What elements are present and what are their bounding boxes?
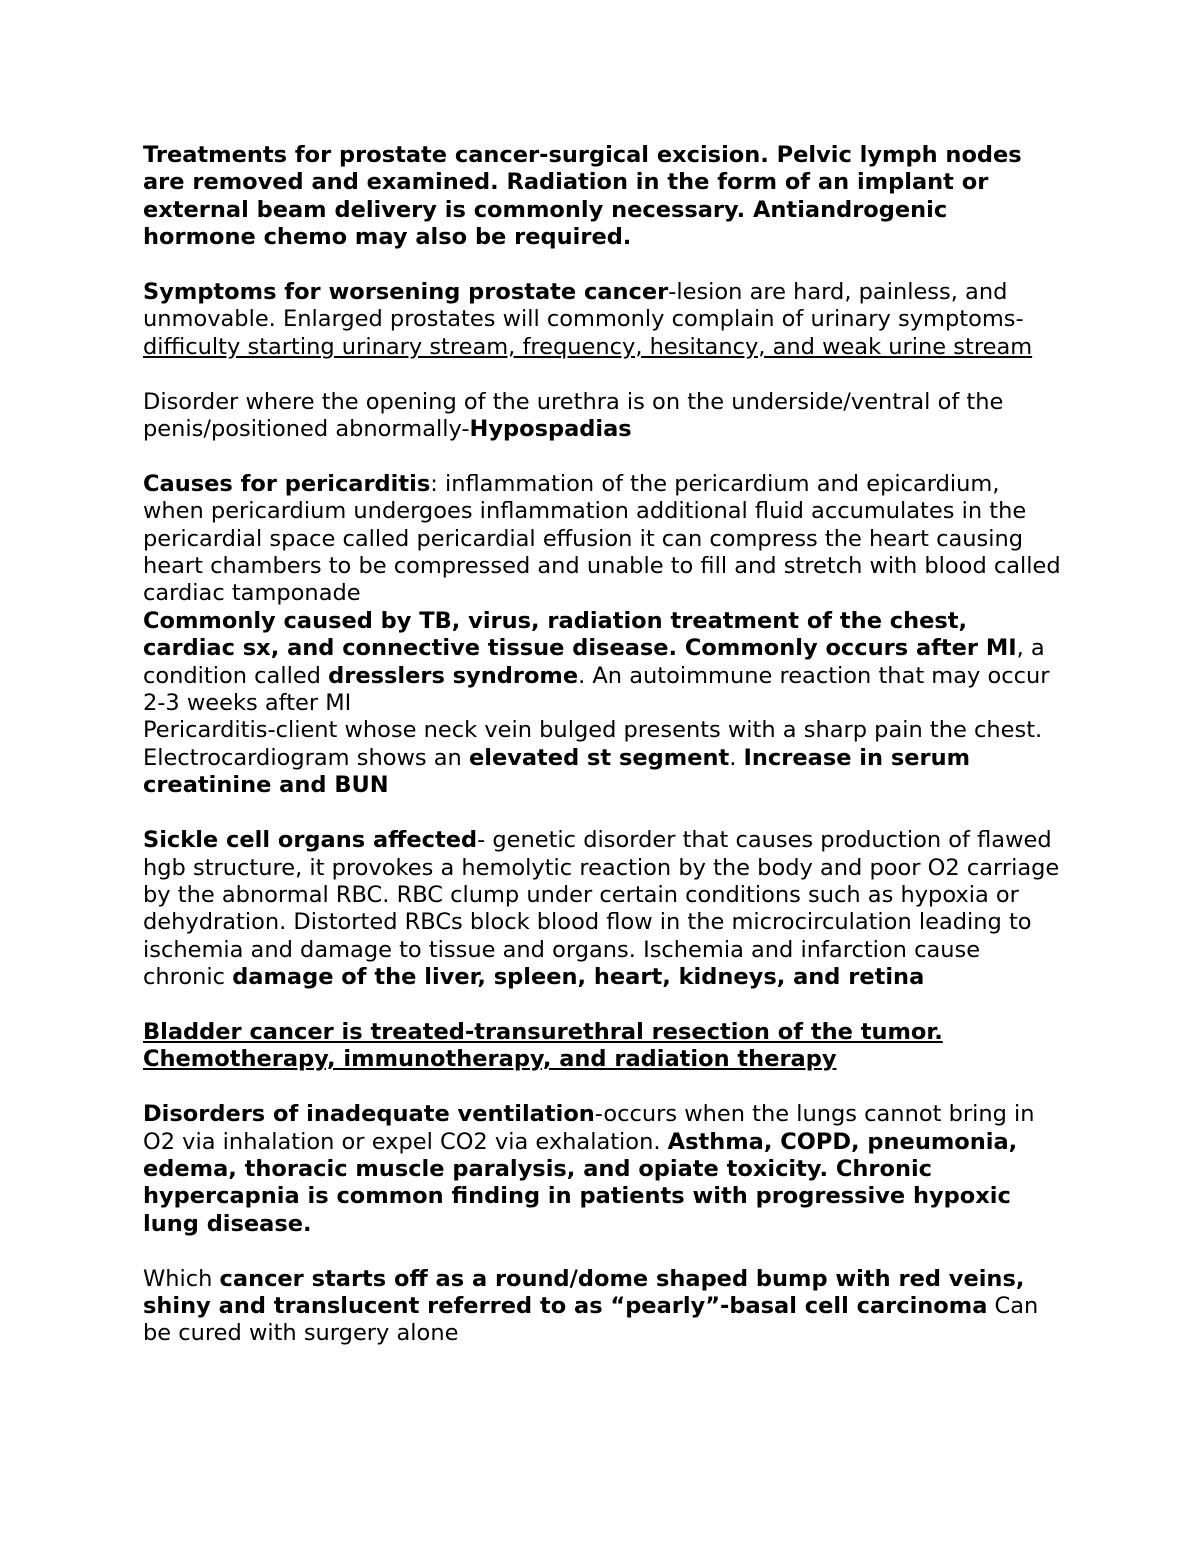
text-run: cancer starts off as a round/dome shaped bump with red veins, shiny and translucent referred to as “pearly”-basal cell carcinoma <box>143 1265 1025 1319</box>
paragraph-sickle-cell <box>143 827 1063 991</box>
paragraph-bladder-cancer <box>143 1019 1063 1074</box>
paragraph-pericarditis-causes <box>143 471 1063 608</box>
text-run: Treatments for prostate cancer-surgical excision. Pelvic lymph nodes are removed and examined. Radiation in the form of an implant or external beam delivery is commonly necessary. Antiandrogenic hormone chemo may also be required. <box>143 142 1022 251</box>
paragraph-inadequate-ventilation <box>143 1101 1063 1238</box>
paragraph-prostate-symptoms <box>143 279 1063 361</box>
text-run: Hypospadias <box>469 416 632 443</box>
text-run: dresslers syndrome <box>328 662 579 689</box>
text-run: Sickle cell organs affected <box>143 827 478 854</box>
text-run: Pericarditis-client whose neck vein bulged presents with a sharp pain the chest. Electrocardiogram shows an <box>143 717 1043 771</box>
paragraph-hypospadias <box>143 389 1063 444</box>
text-run: Asthma, COPD, pneumonia, edema, thoracic muscle paralysis, and opiate toxicity. Chronic hypercapnia is common finding in patients with progressive hypoxic lung disease. <box>143 1128 1018 1237</box>
text-run: elevated st segment <box>468 744 730 771</box>
text-run: - genetic disorder that causes production of flawed hgb structure, it provokes a hemolytic reaction by the body and poor O2 carriage by the abnormal RBC. RBC clump under certain conditions such as hypoxia or dehydration. Distorted RBCs block blood flow in the microcirculation leading to ischemia and damage to tissue and organs. Ischemia and infarction cause chronic <box>143 827 1060 991</box>
text-run: Causes for pericarditis <box>143 470 431 497</box>
paragraph-basal-cell <box>143 1266 1063 1348</box>
text-run: Commonly caused by TB, virus, radiation treatment of the chest, cardiac sx, and connective tissue disease. Commonly occurs after MI <box>143 607 1017 662</box>
document-body <box>143 142 1063 1375</box>
text-run: Disorders of inadequate ventilation <box>143 1101 595 1128</box>
paragraph-pericarditis-common <box>143 608 1063 718</box>
text-run: , a condition called <box>143 635 1045 689</box>
text-run: Increase in serum creatinine and BUN <box>143 744 971 799</box>
text-run: -lesion are hard, painless, and unmovable. Enlarged prostates will commonly complain of urinary symptoms- <box>143 279 1024 333</box>
text-run: Bladder cancer is treated-transurethral resection of the tumor. Chemotherapy, immunotherapy, and radiation therapy <box>143 1018 943 1073</box>
text-run: damage of the liver, spleen, heart, kidneys, and retina <box>232 964 925 991</box>
text-run: difficulty starting urinary stream, frequency, hesitancy, and weak urine stream <box>143 333 1033 360</box>
text-run: Can be cured with surgery alone <box>143 1292 1039 1347</box>
text-run: . <box>729 744 744 771</box>
text-run: Disorder where the opening of the urethra is on the underside/ventral of the penis/positioned abnormally- <box>143 388 1004 443</box>
text-run: : inflammation of the pericardium and epicardium, when pericardium undergoes inflammation additional fluid accumulates in the pericardial space called pericardial effusion it can compress the heart causing heart chambers to be compressed and unable to fill and stretch with blood called cardiac tamponade <box>143 470 1061 607</box>
paragraph-prostate-treatments <box>143 142 1063 252</box>
text-run: . An autoimmune reaction that may occur 2-3 weeks after MI <box>143 662 1050 717</box>
text-run: Symptoms for worsening prostate cancer <box>143 279 669 306</box>
paragraph-pericarditis-client <box>143 717 1063 799</box>
text-run: Which <box>143 1265 220 1292</box>
text-run: -occurs when the lungs cannot bring in O2 via inhalation or expel CO2 via exhalation. <box>143 1101 1035 1155</box>
